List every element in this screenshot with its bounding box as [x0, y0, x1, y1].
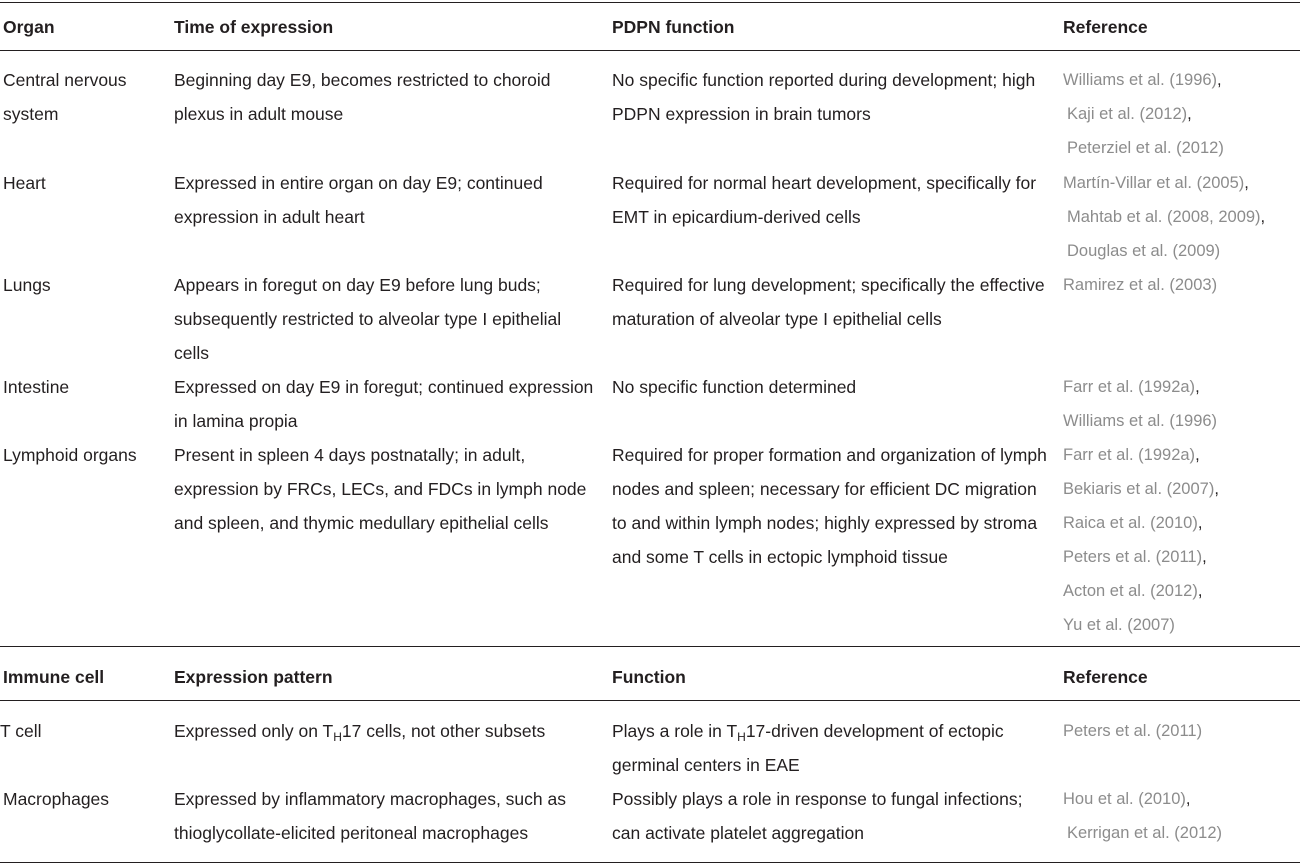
header-reference: Reference	[1063, 17, 1148, 37]
table-row-macrophages-cell: Macrophages	[3, 789, 110, 809]
table-row-lymphoid-organ: Lymphoid organs	[3, 445, 137, 465]
table-row-intestine-refs	[1063, 370, 1300, 438]
header-organ: Organ	[3, 17, 55, 37]
table-row-intestine-time: Expressed on day E9 in foregut; continued expression in lamina propia	[174, 377, 594, 431]
table-row-cns-refs	[1063, 63, 1300, 165]
table2-bottom-rule	[0, 862, 1300, 863]
reference-link[interactable]: Ramirez et al. (2003)	[1063, 276, 1218, 294]
table-row-heart-refs	[1063, 166, 1300, 268]
header-function: Function	[612, 667, 686, 687]
table-row-tcell-refs	[1063, 714, 1300, 748]
table-row-tcell-function: Plays a role in $T_H17$-driven development of ectopic germinal centers in EAE	[612, 721, 1004, 775]
table-row-tcell-cell: T cell	[0, 721, 42, 741]
header-expression-pattern: Expression pattern	[174, 667, 333, 687]
table-row-heart-function: Required for normal heart development, specifically for EMT in epicardium-derived cells	[612, 173, 1037, 227]
table-row-macrophages-pattern: Expressed by inflammatory macrophages, such as thioglycollate-elicited peritoneal macrophages	[174, 789, 566, 843]
table-row-macrophages-refs	[1063, 782, 1300, 850]
table2-top-rule	[0, 646, 1300, 647]
table-row-intestine-function: No specific function determined	[612, 377, 857, 397]
table-row-lymphoid-time: Present in spleen 4 days postnatally; in adult, expression by FRCs, LECs, and FDCs in lymph node and spleen, and thymic medullary epithelial cells	[174, 445, 587, 533]
header-immune-cell: Immune cell	[3, 667, 105, 687]
reference-link[interactable]: Mahtab et al. (2008, 2009),	[1067, 208, 1266, 226]
table-row-lungs-refs	[1063, 268, 1300, 302]
reference-link[interactable]: Acton et al. (2012),	[1063, 582, 1203, 600]
table-row-heart-time: Expressed in entire organ on day E9; continued expression in adult heart	[174, 173, 543, 227]
table1-top-rule	[0, 2, 1300, 3]
table-row-heart-organ: Heart	[3, 173, 46, 193]
table-row-lungs-function: Required for lung development; specifically the effective maturation of alveolar type I epithelial cells	[612, 275, 1045, 329]
reference-link[interactable]: Douglas et al. (2009)	[1067, 242, 1221, 260]
reference-link[interactable]: Farr et al. (1992a),	[1063, 378, 1200, 396]
reference-link[interactable]: Kerrigan et al. (2012)	[1067, 824, 1223, 842]
reference-link[interactable]: Raica et al. (2010),	[1063, 514, 1203, 532]
table-row-cns-function: No specific function reported during development; high PDPN expression in brain tumors	[612, 70, 1036, 124]
table1-header-rule	[0, 50, 1300, 51]
table-row-lymphoid-function: Required for proper formation and organization of lymph nodes and spleen; necessary for efficient DC migration to and within lymph nodes; highly expressed by stroma and some T cells in ectopic lymphoid tissue	[612, 445, 1047, 567]
reference-link[interactable]: Kaji et al. (2012),	[1067, 105, 1192, 123]
table-row-intestine-organ: Intestine	[3, 377, 70, 397]
reference-link[interactable]: Farr et al. (1992a),	[1063, 446, 1200, 464]
table-row-cns-organ: Central nervous system	[3, 70, 127, 124]
reference-link[interactable]: Martín-Villar et al. (2005),	[1063, 174, 1249, 192]
reference-link[interactable]: Williams et al. (1996)	[1063, 412, 1218, 430]
table2-header-rule	[0, 700, 1300, 701]
reference-link[interactable]: Peterziel et al. (2012)	[1067, 139, 1224, 157]
reference-link[interactable]: Yu et al. (2007)	[1063, 616, 1175, 634]
table-row-lymphoid-refs	[1063, 438, 1300, 642]
table-row-tcell-pattern: Expressed only on $T_H17$ cells, not other subsets	[174, 721, 546, 744]
header-time-of-expression: Time of expression	[174, 17, 334, 37]
reference-link[interactable]: Williams et al. (1996),	[1063, 71, 1222, 89]
reference-link[interactable]: Peters et al. (2011),	[1063, 548, 1207, 566]
header-pdpn-function: PDPN function	[612, 17, 735, 37]
table-row-macrophages-function: Possibly plays a role in response to fungal infections; can activate platelet aggregation	[612, 789, 1023, 843]
reference-link[interactable]: Bekiaris et al. (2007),	[1063, 480, 1219, 498]
table-row-cns-time: Beginning day E9, becomes restricted to choroid plexus in adult mouse	[174, 70, 551, 124]
reference-link[interactable]: Hou et al. (2010),	[1063, 790, 1191, 808]
reference-link[interactable]: Peters et al. (2011)	[1063, 722, 1203, 740]
table-row-lungs-time: Appears in foregut on day E9 before lung buds; subsequently restricted to alveolar type I epithelial cells	[174, 275, 562, 363]
header-reference-2: Reference	[1063, 667, 1148, 687]
table-row-lungs-organ: Lungs	[3, 275, 51, 295]
